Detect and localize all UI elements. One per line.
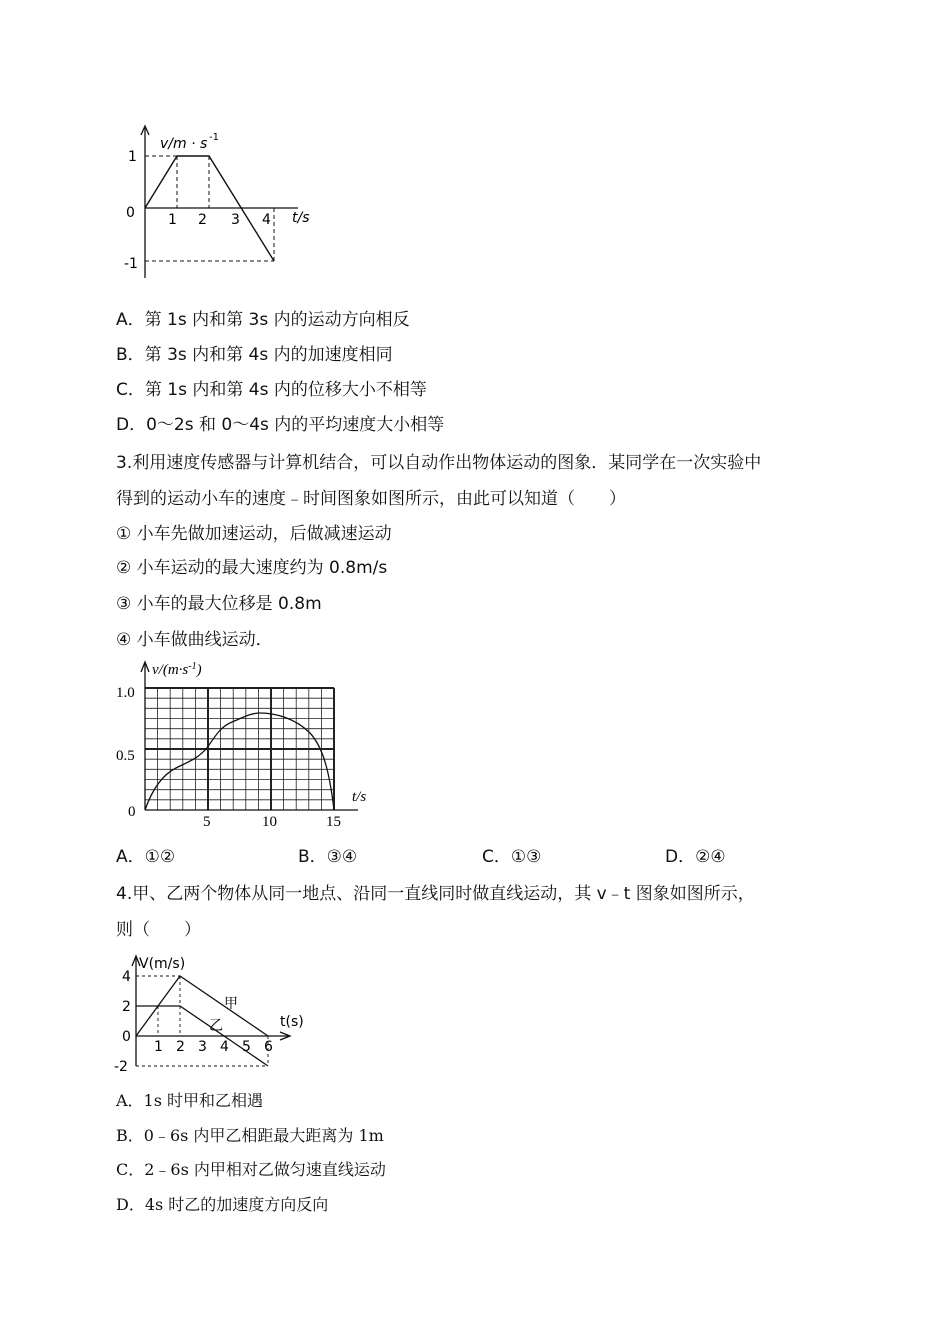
q4-option-b[interactable]: B．0﹣6s 内甲乙相距最大距离为 1m: [116, 1126, 384, 1145]
q3-y-tick: 1.0: [116, 685, 135, 701]
q4-y-tick: 2: [122, 999, 131, 1015]
q4-option-a[interactable]: A．1s 时甲和乙相遇: [116, 1091, 264, 1110]
q2-y-tick: 0: [126, 205, 135, 221]
q4-option-c[interactable]: C．2﹣6s 内甲相对乙做匀速直线运动: [116, 1160, 386, 1179]
q3-y-axis-label: $v/(m\cdot s^{-1})$: [152, 661, 202, 678]
q2-x-tick: 3: [231, 212, 240, 228]
q4-label-yi: 乙: [209, 1018, 223, 1034]
q4-label-jia: 甲: [224, 996, 238, 1012]
q4-stem-line1: 4.甲、乙两个物体从同一地点、沿同一直线同时做直线运动，其 v﹣t 图象如图所示，: [116, 884, 755, 904]
q2-option-d[interactable]: D．0～2s 和 0～4s 内的平均速度大小相等: [116, 415, 445, 435]
q4-y-tick: 0: [122, 1029, 131, 1045]
q3-vt-graph: [110, 658, 380, 830]
q3-y-tick: 0.5: [116, 748, 135, 764]
q3-option-a[interactable]: A．①②: [116, 847, 176, 867]
q4-x-tick: 2: [176, 1039, 185, 1055]
q2-y-tick: 1: [128, 149, 137, 165]
q3-option-c[interactable]: C．①③: [482, 847, 542, 867]
q4-y-tick: 4: [122, 969, 131, 985]
q3-statement-2: ② 小车运动的最大速度约为 0.8m/s: [116, 558, 388, 578]
q3-option-b[interactable]: B．③④: [298, 847, 358, 867]
q3-statement-4: ④ 小车做曲线运动．: [116, 630, 273, 650]
q3-statement-3: ③ 小车的最大位移是 0.8m: [116, 594, 322, 614]
q3-velocity-curve: [145, 713, 334, 810]
q4-x-axis-label: t(s): [280, 1014, 304, 1030]
q4-stem-line2: 则（ ）: [116, 920, 201, 940]
q2-y-axis-label: v/m · s: [160, 136, 208, 152]
q4-x-tick: 3: [198, 1039, 207, 1055]
q3-x-tick: 10: [262, 814, 277, 830]
q4-x-tick: 6: [264, 1039, 273, 1055]
q4-x-tick: 4: [220, 1039, 229, 1055]
q4-y-axis-label: V(m/s): [139, 956, 186, 972]
q2-option-b[interactable]: B．第 3s 内和第 4s 内的加速度相同: [116, 345, 393, 365]
q3-grid: [145, 688, 334, 810]
q2-x-axis-label: t/s: [292, 210, 310, 226]
q4-y-tick: -2: [114, 1059, 128, 1074]
q4-x-tick: 1: [154, 1039, 163, 1055]
q2-option-c[interactable]: C．第 1s 内和第 4s 内的位移大小不相等: [116, 380, 427, 400]
q4-option-d[interactable]: D．4s 时乙的加速度方向反向: [116, 1195, 329, 1214]
q2-option-a[interactable]: A．第 1s 内和第 3s 内的运动方向相反: [116, 310, 410, 330]
q2-x-tick: 2: [198, 212, 207, 228]
q3-x-tick: 15: [326, 814, 341, 830]
q2-y-axis-exp: -1: [209, 132, 219, 143]
q3-y-tick: 0: [128, 804, 136, 820]
q3-x-axis-label: t/s: [352, 789, 367, 805]
q3-stem-line1: 3.利用速度传感器与计算机结合，可以自动作出物体运动的图象．某同学在一次实验中: [116, 453, 762, 473]
q3-stem-line2: 得到的运动小车的速度﹣时间图象如图所示，由此可以知道（ ）: [116, 489, 626, 509]
q4-vt-graph: [112, 954, 324, 1074]
q2-x-tick: 4: [262, 212, 271, 228]
q2-vt-graph: [120, 118, 330, 280]
q2-x-tick: 1: [168, 212, 177, 228]
q4-x-tick: 5: [242, 1039, 251, 1055]
q2-y-tick: -1: [124, 256, 138, 272]
q3-option-d[interactable]: D．②④: [665, 847, 726, 867]
q3-x-tick: 5: [203, 814, 211, 830]
q3-statement-1: ① 小车先做加速运动，后做减速运动: [116, 524, 392, 544]
